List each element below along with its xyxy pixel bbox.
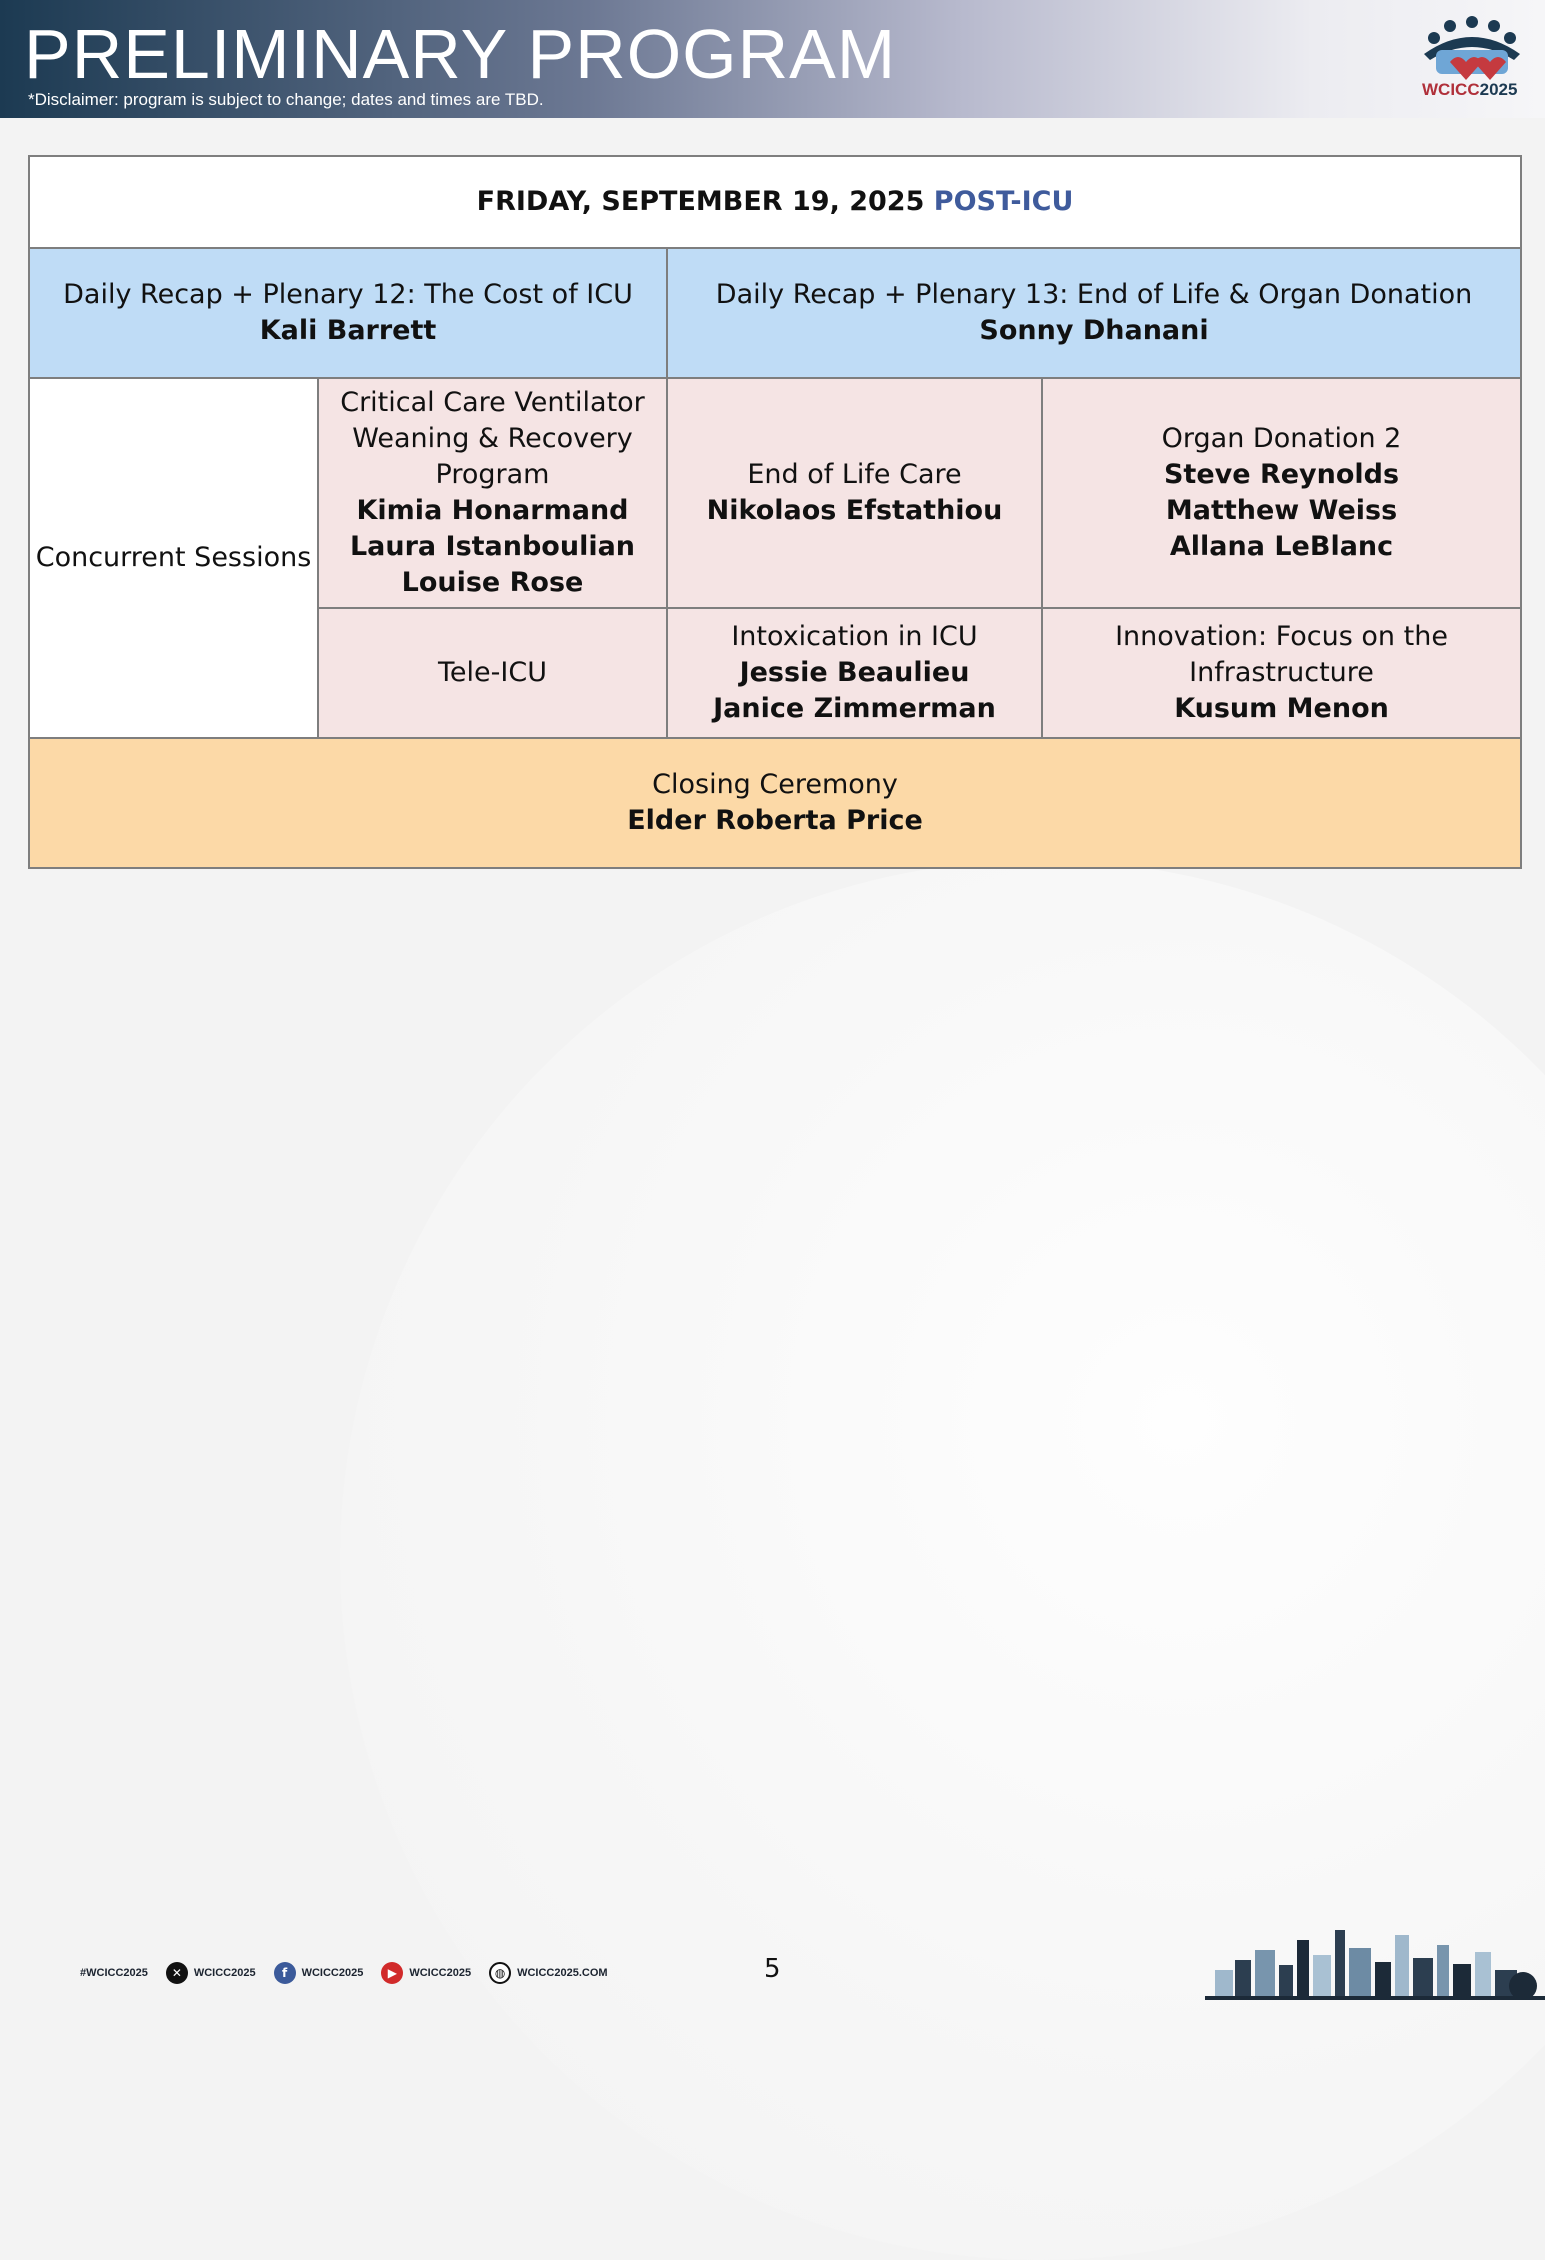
facebook-link[interactable] <box>274 1962 374 1984</box>
city-skyline-icon <box>1205 1920 1545 2000</box>
x-logo-icon: ✕ <box>166 1962 188 1984</box>
session-title-line: End of Life Care <box>747 459 962 490</box>
speaker-name: Jessie Beaulieu <box>739 657 970 688</box>
globe-icon: ◍ <box>489 1962 511 1984</box>
page-header <box>0 0 1545 118</box>
page-title: PRELIMINARY PROGRAM <box>24 15 897 93</box>
closing-row <box>29 738 1521 868</box>
session-intoxication-icu <box>667 608 1042 738</box>
day-header-row <box>29 156 1521 248</box>
logo-year: 2025 <box>1479 80 1518 99</box>
session-title-line: Critical Care Ventilator <box>340 387 645 418</box>
speaker-name: Laura Istanboulian <box>349 531 636 562</box>
logo-wordmark <box>1422 80 1517 100</box>
session-innovation-infrastructure <box>1042 608 1521 738</box>
background-decoration <box>340 860 1545 2260</box>
session-title: Daily Recap + Plenary 12: The Cost of ICU <box>63 279 633 310</box>
speaker-name: Kusum Menon <box>1174 693 1389 724</box>
youtube-icon: ▶ <box>381 1962 403 1984</box>
session-tele-icu <box>318 608 667 738</box>
program-table <box>28 155 1522 869</box>
x-link[interactable] <box>166 1962 266 1984</box>
website-text: WCICC2025.COM <box>517 1967 608 1979</box>
youtube-handle: WCICC2025 <box>409 1967 472 1979</box>
session-title-line: Weaning & Recovery <box>352 423 633 454</box>
concurrent-sessions-label: Concurrent Sessions <box>29 378 318 738</box>
session-title-line: Intoxication in ICU <box>731 621 978 652</box>
x-handle: WCICC2025 <box>193 1967 256 1979</box>
session-organ-donation-2 <box>1042 378 1521 608</box>
session-title-line: Tele-ICU <box>438 657 547 688</box>
youtube-link[interactable] <box>381 1962 481 1984</box>
speaker-name: Kali Barrett <box>259 315 437 346</box>
footer-social-bar <box>80 1958 626 1988</box>
speaker-name: Nikolaos Efstathiou <box>706 495 1003 526</box>
hashtag <box>80 1967 158 1979</box>
speaker-name: Allana LeBlanc <box>1169 531 1394 562</box>
hashtag-text: #WCICC2025 <box>80 1967 148 1979</box>
website-link[interactable] <box>489 1962 617 1984</box>
facebook-icon: f <box>274 1962 296 1984</box>
day-header <box>29 156 1521 248</box>
plenary-12-cell <box>29 248 667 378</box>
speaker-name: Steve Reynolds <box>1163 459 1400 490</box>
concurrent-row-1 <box>29 378 1521 608</box>
speaker-name: Kimia Honarmand <box>356 495 629 526</box>
speaker-name: Sonny Dhanani <box>979 315 1209 346</box>
day-date: FRIDAY, SEPTEMBER 19, 2025 <box>476 186 925 217</box>
session-title-line: Organ Donation 2 <box>1161 423 1402 454</box>
plenary-13-cell <box>667 248 1521 378</box>
facebook-handle: WCICC2025 <box>301 1967 364 1979</box>
speaker-name: Janice Zimmerman <box>713 693 996 724</box>
session-title: Closing Ceremony <box>652 769 898 800</box>
logo-text: WCICC <box>1422 80 1480 99</box>
session-ventilator-weaning <box>318 378 667 608</box>
session-title-line: Infrastructure <box>1189 657 1374 688</box>
session-title: Daily Recap + Plenary 13: End of Life & Organ Donation <box>715 279 1473 310</box>
page-number: 5 <box>764 1954 781 1984</box>
session-title-line: Program <box>435 459 550 490</box>
closing-ceremony-cell <box>29 738 1521 868</box>
day-theme: POST-ICU <box>933 186 1074 217</box>
speaker-name: Matthew Weiss <box>1165 495 1398 526</box>
speaker-name: Elder Roberta Price <box>627 805 923 836</box>
disclaimer-text: *Disclaimer: program is subject to change; dates and times are TBD. <box>28 90 544 109</box>
session-title-line: Innovation: Focus on the <box>1115 621 1448 652</box>
speaker-name: Louise Rose <box>401 567 584 598</box>
session-end-of-life-care <box>667 378 1042 608</box>
plenary-row <box>29 248 1521 378</box>
